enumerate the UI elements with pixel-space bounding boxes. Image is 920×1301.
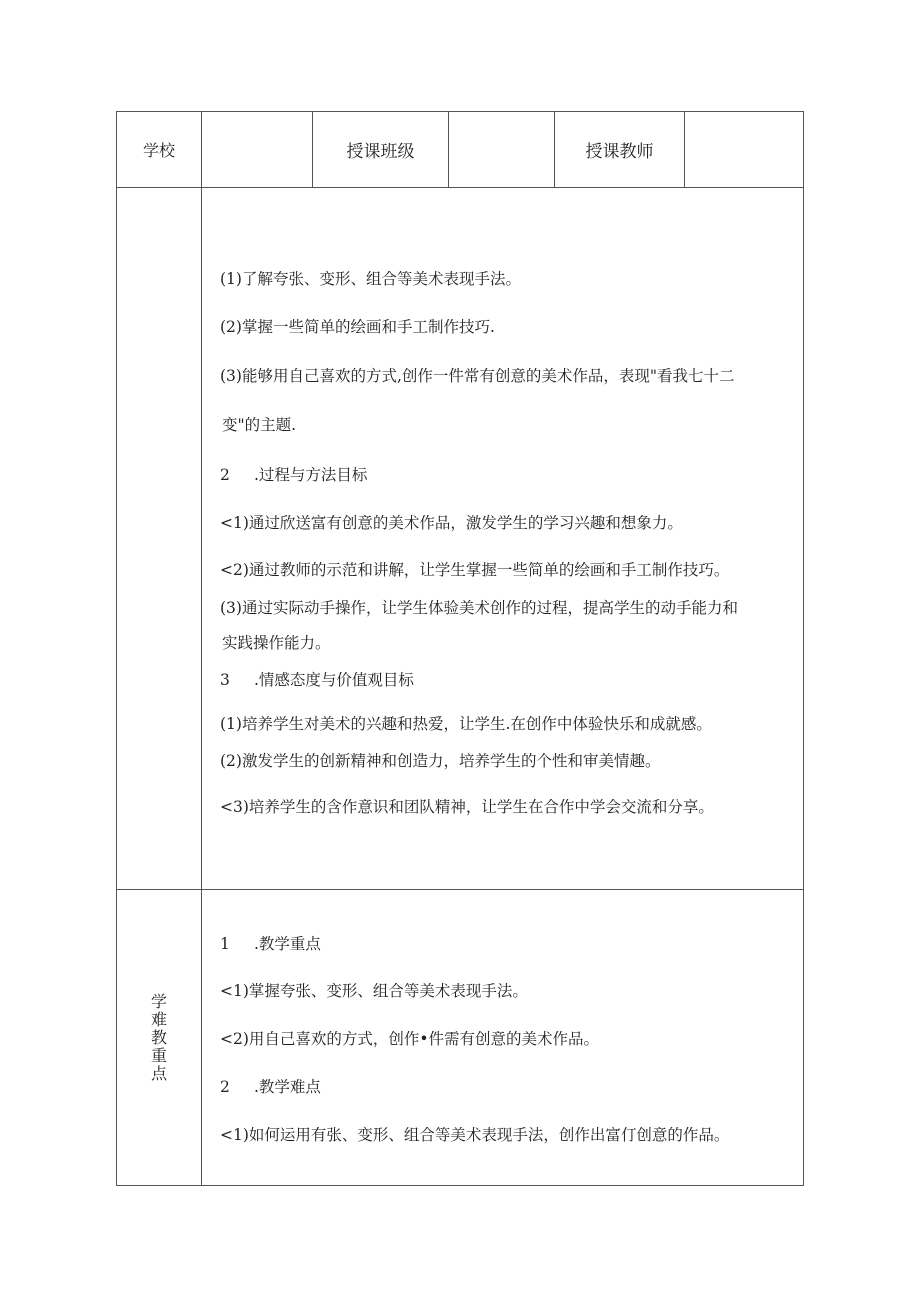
class-label: 授课班级 bbox=[313, 112, 449, 188]
objective-line: <3)培养学生的含作意识和团队精神，让学生在合作中学会交流和分享。 bbox=[220, 798, 714, 816]
teacher-value[interactable] bbox=[685, 112, 804, 188]
section-number: 2 bbox=[220, 1078, 230, 1096]
keypoints-label-cell bbox=[117, 890, 202, 1186]
section-number: 2 bbox=[220, 466, 230, 484]
section-number: 3 bbox=[220, 671, 230, 689]
objective-line: <1)通过欣送富有创意的美术作品，激发学生的学习兴趣和想象力。 bbox=[220, 514, 683, 532]
section-heading: 2 .过程与方法目标 bbox=[220, 466, 368, 484]
section-heading: 2 .教学难点 bbox=[220, 1078, 321, 1096]
objective-line: 变"的主题. bbox=[222, 416, 297, 434]
objective-line: (3)通过实际动手操作，让学生体验美术创作的过程，提高学生的动手能力和 bbox=[220, 599, 738, 617]
section-heading: 3 .情感态度与价值观目标 bbox=[220, 671, 414, 689]
keypoint-line: <1)如何运用有张、变形、组合等美术表现手法，创作出富仃创意的作品。 bbox=[220, 1126, 730, 1144]
keypoint-line: <1)掌握夸张、变形、组合等美术表现手法。 bbox=[220, 982, 528, 1000]
teacher-label: 授课教师 bbox=[555, 112, 685, 188]
objective-line: <2)通过教师的示范和讲解，让学生掌握一些简单的绘画和手工制作技巧。 bbox=[220, 561, 730, 579]
header-row bbox=[117, 112, 804, 188]
keypoints-content bbox=[202, 890, 804, 1186]
school-label: 学校 bbox=[117, 112, 202, 188]
objective-line: (2)掌握一些简单的绘画和手工制作技巧. bbox=[220, 318, 495, 336]
objectives-content bbox=[202, 188, 804, 890]
objectives-row bbox=[117, 188, 804, 890]
objectives-label bbox=[117, 188, 202, 890]
class-value[interactable] bbox=[449, 112, 555, 188]
objective-line: (1)了解夸张、变形、组合等美术表现手法。 bbox=[220, 270, 521, 288]
section-heading: 1 .教学重点 bbox=[220, 935, 321, 953]
keypoints-label: 学难教重点 bbox=[150, 991, 167, 1083]
objective-line: (3)能够用自己喜欢的方式,创作一件常有创意的美术作品，表现"看我七十二 bbox=[220, 367, 735, 385]
objective-line: (2)激发学生的创新精神和创造力，培养学生的个性和审美情趣。 bbox=[220, 752, 661, 770]
school-value[interactable] bbox=[202, 112, 313, 188]
objective-line: (1)培养学生对美术的兴趣和热爱，让学生.在创作中体验快乐和成就感。 bbox=[220, 715, 712, 733]
keypoint-line: <2)用自己喜欢的方式，创作•件需有创意的美术作品。 bbox=[220, 1030, 600, 1048]
section-number: 1 bbox=[220, 935, 230, 953]
lesson-plan-table bbox=[116, 111, 804, 1186]
keypoints-row bbox=[117, 890, 804, 1186]
objective-line: 实践操作能力。 bbox=[222, 634, 331, 652]
